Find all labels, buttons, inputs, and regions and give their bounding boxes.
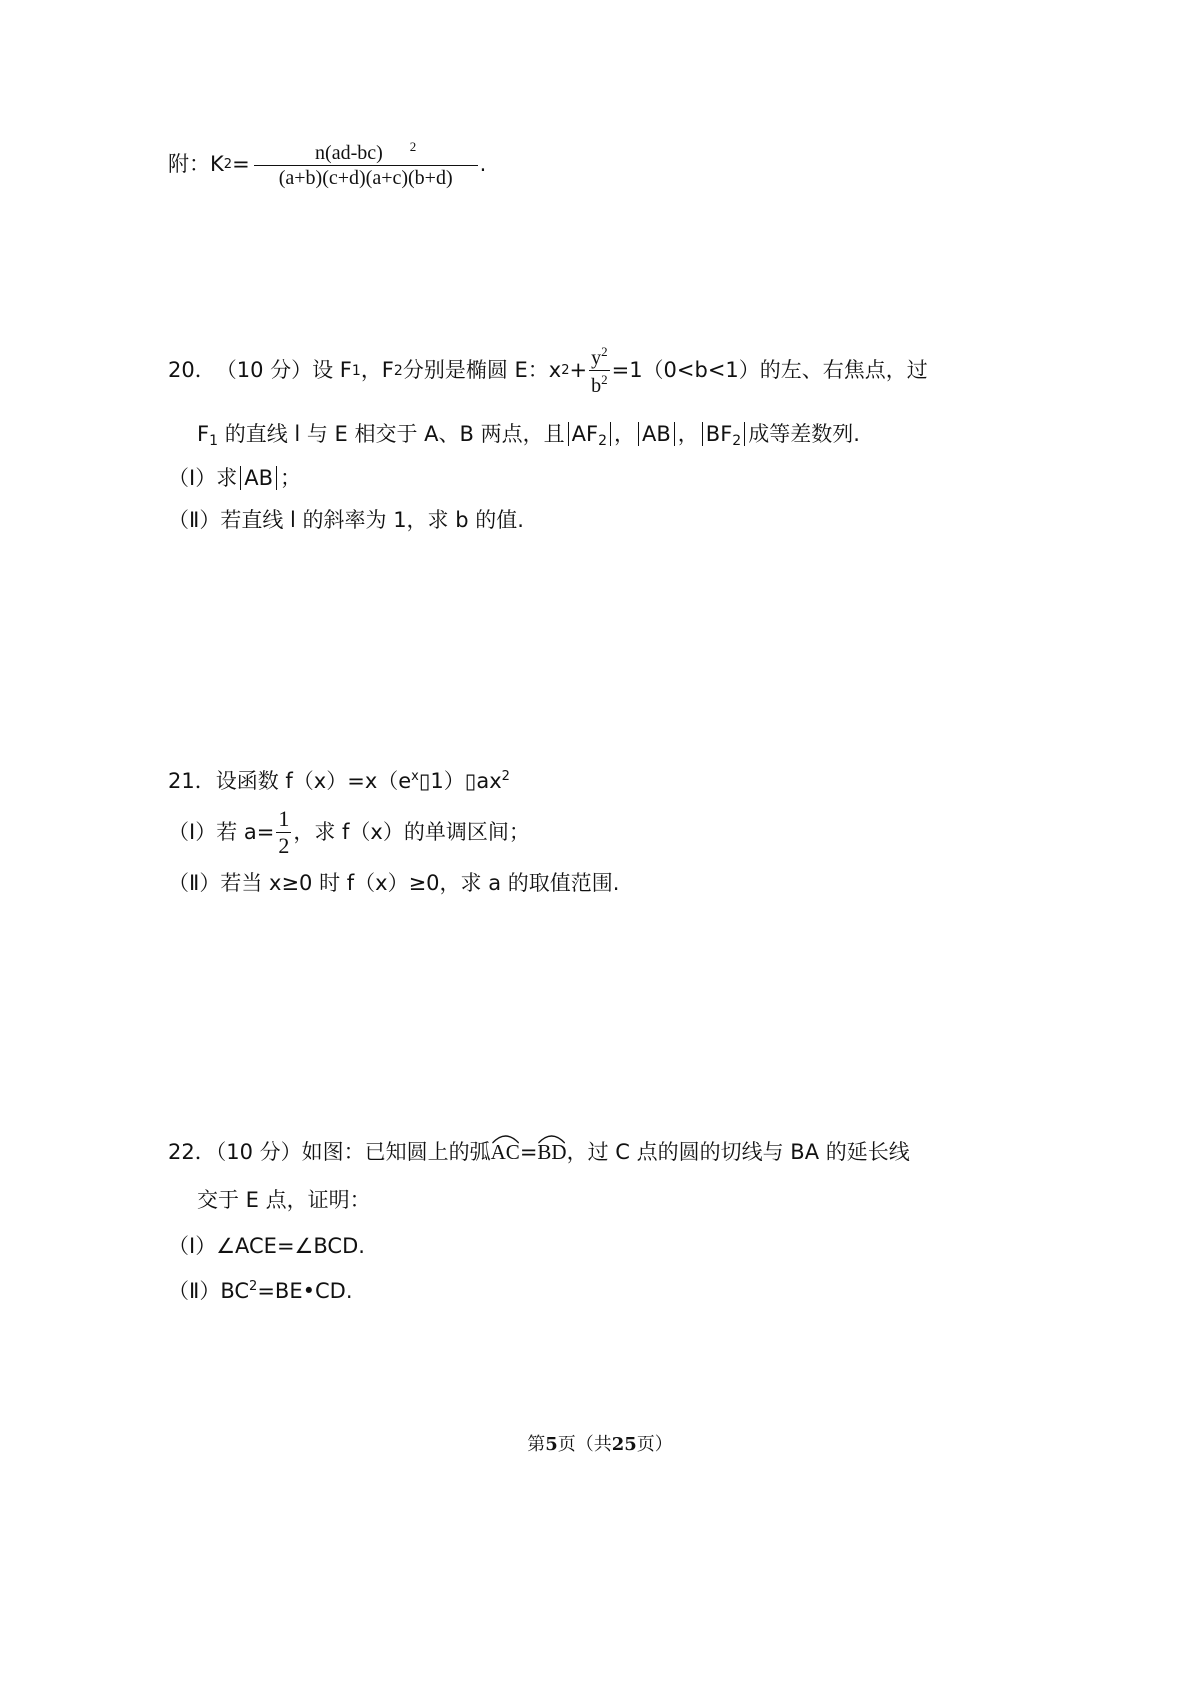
numerator-square: 2 [409, 139, 417, 154]
q20-line1 [168, 345, 928, 396]
k-superscript: 2 [223, 156, 233, 172]
numerator-text: n(ad-bc) [315, 142, 383, 164]
k2-denominator: (a+b)(c+d)(a+c)(b+d) [278, 167, 453, 189]
k2-fraction [254, 140, 478, 188]
y-var: y [591, 347, 602, 369]
q20-part1 [168, 466, 301, 490]
q20-l2-end: 成等差数列. [748, 422, 860, 446]
ellipse-denominator [591, 371, 608, 396]
arc-ac-icon [491, 1132, 520, 1144]
q20-number: 20． [168, 358, 216, 382]
q22-text-b: ，过 C 点的圆的切线与 BA 的延长线 [566, 1140, 910, 1164]
equals-sign: = [519, 1140, 538, 1164]
q22-line1 [168, 1142, 910, 1163]
bc-square: 2 [249, 1279, 258, 1294]
x-square: 2 [501, 769, 510, 784]
q20-text-c: 分别是椭圆 E：x [402, 358, 562, 382]
q22-part1 [168, 1236, 365, 1257]
plus-sign: + [569, 358, 588, 382]
q21-part1-end: ，求 f（x）的单调区间； [293, 820, 530, 844]
half-denominator: 2 [278, 833, 290, 858]
arc-bd [537, 1142, 566, 1163]
q21-part2-text: （Ⅱ）若当 x≥0 时 f（x）≥0，求 a 的取值范围. [168, 871, 620, 895]
q20-part2-text: （Ⅱ）若直线 l 的斜率为 1，求 b 的值. [168, 508, 524, 532]
bf-label: BF [705, 422, 733, 446]
bf-sub: 2 [732, 433, 742, 449]
q20-part1-text: （Ⅰ）求 [168, 466, 238, 490]
q20-text-b: ，F [360, 358, 394, 382]
attachment-prefix: 附：K [168, 151, 224, 176]
af-sub: 2 [598, 433, 607, 449]
b-square: 2 [601, 372, 608, 387]
total-pages: 25 [611, 1434, 637, 1455]
half-numerator: 1 [278, 806, 290, 831]
equals-sign: = [232, 151, 250, 176]
footer-text-b: 页（共 [557, 1434, 612, 1455]
abs-bar [276, 466, 277, 490]
q22-text-a: 22．（10 分）如图：已知圆上的弧 [168, 1140, 491, 1164]
q21-text-a: 21．设函数 f（x）=x（e [168, 769, 412, 793]
arc-ac-label: AC [490, 1140, 520, 1164]
arc-ac [491, 1142, 520, 1163]
abs-bar [610, 422, 611, 446]
q21-line1 [168, 770, 510, 792]
abs-bar [674, 422, 675, 446]
q22-part2-text-a: （Ⅱ）BC [168, 1279, 250, 1303]
exp-x: x [411, 769, 419, 784]
y-square: 2 [601, 344, 608, 359]
x-square: 2 [561, 363, 570, 378]
attachment-formula [168, 140, 486, 188]
attachment-end: . [479, 151, 487, 176]
q22-line2-text: 交于 E 点，证明： [197, 1188, 371, 1212]
q20-l2-sub: 1 [209, 433, 219, 449]
abs-bar [568, 422, 569, 446]
half-fraction [276, 808, 291, 857]
b-var: b [591, 375, 602, 397]
k2-numerator [254, 140, 478, 166]
abs-bar [744, 422, 745, 446]
q22-part2-text-b: =BE•CD. [257, 1279, 353, 1303]
page-number: 5 [545, 1434, 558, 1455]
comma: ， [614, 422, 635, 446]
ellipse-fraction [589, 345, 610, 396]
footer-text-c: 页） [636, 1434, 673, 1455]
q20-part1-end: ； [279, 466, 301, 490]
abs-bar [240, 466, 241, 490]
ellipse-numerator [589, 345, 610, 371]
q21-part1-text: （Ⅰ）若 a= [168, 820, 275, 844]
f2-sub: 2 [393, 362, 403, 379]
arc-bd-label: BD [537, 1140, 567, 1164]
q20-text-a: （10 分）设 F [215, 358, 352, 382]
abs-bar [638, 422, 639, 446]
abs-bar [702, 422, 703, 446]
q20-line2 [197, 422, 860, 448]
comma: ， [677, 422, 699, 446]
q20-text-d: =1（0<b<1）的左、右焦点，过 [611, 358, 928, 382]
q21-text-b: ▯1）▯ax [418, 769, 502, 793]
q22-line2 [197, 1190, 371, 1211]
arc-bd-icon [537, 1132, 566, 1144]
q20-part2 [168, 510, 524, 531]
ab-label: AB [642, 422, 671, 446]
f1-sub: 1 [351, 362, 361, 379]
q20-part1-ab: AB [244, 466, 273, 490]
q20-l2-f: F [197, 422, 210, 446]
footer-text-a: 第 [527, 1434, 546, 1455]
q20-l2-text: 的直线 l 与 E 相交于 A、B 两点，且 [218, 422, 565, 446]
af-label: AF [571, 422, 599, 446]
q21-part1 [168, 808, 530, 857]
page-footer [0, 1436, 1200, 1454]
q22-part2 [168, 1280, 353, 1302]
q22-part1-text: （Ⅰ）∠ACE=∠BCD. [168, 1234, 365, 1258]
q21-part2 [168, 873, 619, 894]
